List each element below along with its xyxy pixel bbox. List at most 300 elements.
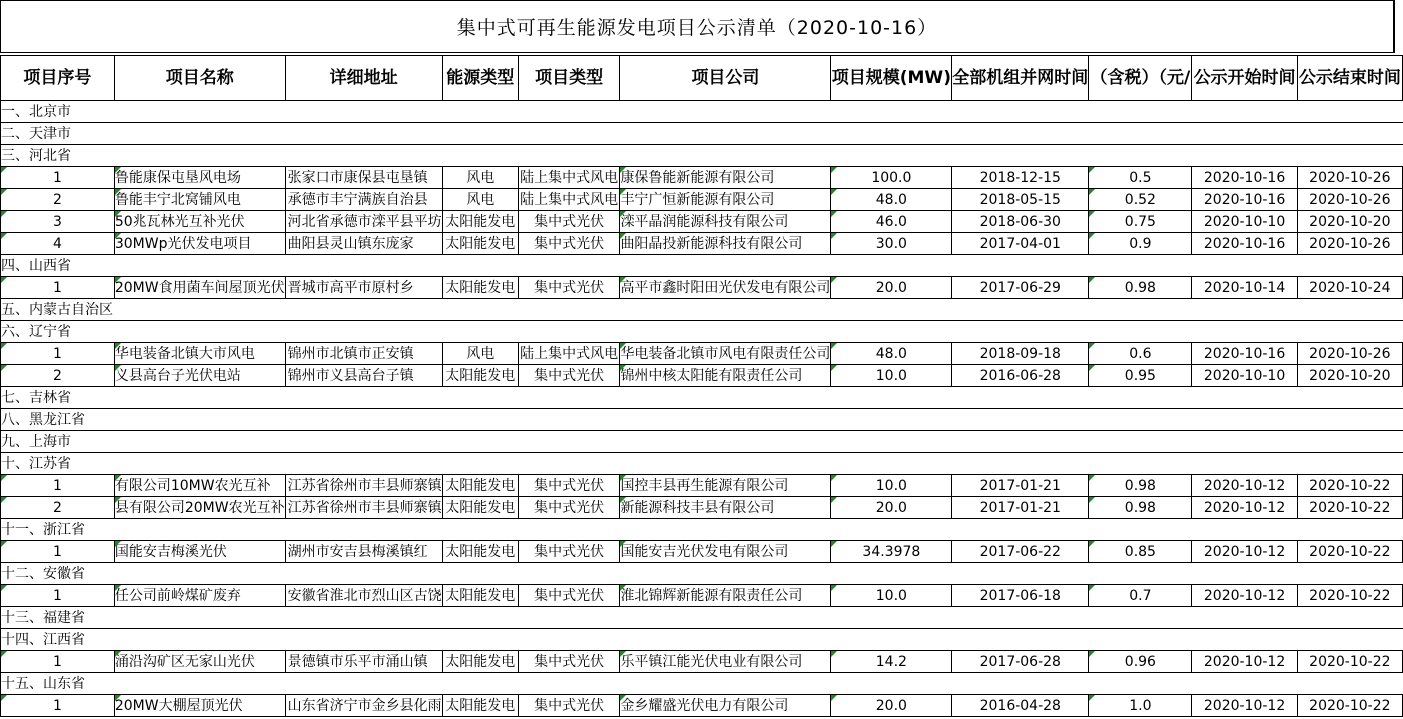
- cell-seq[interactable]: 1: [1, 541, 115, 563]
- cell-company[interactable]: [620, 541, 831, 563]
- cell-ptype[interactable]: 集中式光伏: [518, 585, 620, 607]
- cell-company[interactable]: [620, 651, 831, 673]
- cell-seq[interactable]: 1: [1, 651, 115, 673]
- empty-cell[interactable]: [442, 607, 518, 629]
- empty-cell[interactable]: [1297, 629, 1402, 651]
- empty-cell[interactable]: [114, 607, 285, 629]
- cell-price[interactable]: 0.96: [1089, 651, 1192, 673]
- cell-grid[interactable]: 2018-09-18: [952, 343, 1089, 365]
- cell-scale[interactable]: 100.0: [831, 167, 952, 189]
- empty-cell[interactable]: [114, 255, 285, 277]
- empty-cell[interactable]: [952, 409, 1089, 431]
- empty-cell[interactable]: [442, 299, 518, 321]
- empty-cell[interactable]: [952, 387, 1089, 409]
- empty-cell[interactable]: [442, 409, 518, 431]
- cell-grid[interactable]: 2018-05-15: [952, 189, 1089, 211]
- empty-cell[interactable]: [1297, 431, 1402, 453]
- cell-addr[interactable]: 安徽省淮北市烈山区古饶: [285, 585, 442, 607]
- empty-cell[interactable]: [1089, 409, 1192, 431]
- empty-cell[interactable]: [285, 673, 442, 695]
- cell-scale[interactable]: 46.0: [831, 211, 952, 233]
- cell-energy[interactable]: 太阳能发电: [442, 585, 518, 607]
- cell-scale[interactable]: 20.0: [831, 497, 952, 519]
- empty-cell[interactable]: [620, 123, 831, 145]
- empty-cell[interactable]: [285, 387, 442, 409]
- province-label[interactable]: 十五、山东省: [1, 673, 115, 695]
- cell-addr[interactable]: 晋城市高平市原村乡: [285, 277, 442, 299]
- empty-cell[interactable]: [285, 299, 442, 321]
- cell-ptype[interactable]: 集中式光伏: [518, 651, 620, 673]
- cell-company[interactable]: [620, 343, 831, 365]
- empty-cell[interactable]: [114, 123, 285, 145]
- empty-cell[interactable]: [952, 123, 1089, 145]
- empty-cell[interactable]: [1192, 607, 1297, 629]
- cell-company[interactable]: [620, 211, 831, 233]
- empty-cell[interactable]: [1089, 101, 1192, 123]
- column-header[interactable]: 项目类型: [518, 56, 620, 101]
- cell-energy[interactable]: 太阳能发电: [442, 211, 518, 233]
- cell-price[interactable]: 0.85: [1089, 541, 1192, 563]
- cell-seq[interactable]: 1: [1, 277, 115, 299]
- cell-scale[interactable]: 48.0: [831, 343, 952, 365]
- cell-energy[interactable]: 太阳能发电: [442, 475, 518, 497]
- empty-cell[interactable]: [518, 563, 620, 585]
- empty-cell[interactable]: [1192, 629, 1297, 651]
- cell-energy[interactable]: 风电: [442, 167, 518, 189]
- empty-cell[interactable]: [518, 387, 620, 409]
- empty-cell[interactable]: [518, 255, 620, 277]
- empty-cell[interactable]: [1089, 123, 1192, 145]
- empty-cell[interactable]: [114, 629, 285, 651]
- empty-cell[interactable]: [518, 673, 620, 695]
- empty-cell[interactable]: [1297, 321, 1402, 343]
- cell-grid[interactable]: 2017-01-21: [952, 497, 1089, 519]
- empty-cell[interactable]: [1192, 519, 1297, 541]
- column-header[interactable]: 能源类型: [442, 56, 518, 101]
- province-label[interactable]: 十二、安徽省: [1, 563, 115, 585]
- sheet-title-cell[interactable]: [0, 0, 1395, 53]
- empty-cell[interactable]: [620, 255, 831, 277]
- column-header[interactable]: 项目公司: [620, 56, 831, 101]
- column-header[interactable]: 公示结束时间: [1297, 56, 1402, 101]
- cell-addr[interactable]: 承德市丰宁满族自治县: [285, 189, 442, 211]
- province-label[interactable]: 一、北京市: [1, 101, 115, 123]
- cell-name[interactable]: [114, 475, 285, 497]
- cell-company[interactable]: [620, 585, 831, 607]
- empty-cell[interactable]: [1192, 299, 1297, 321]
- empty-cell[interactable]: [285, 431, 442, 453]
- cell-energy[interactable]: 风电: [442, 343, 518, 365]
- empty-cell[interactable]: [831, 673, 952, 695]
- cell-seq[interactable]: 1: [1, 585, 115, 607]
- cell-start[interactable]: 2020-10-12: [1192, 695, 1297, 717]
- cell-price[interactable]: 0.52: [1089, 189, 1192, 211]
- empty-cell[interactable]: [952, 607, 1089, 629]
- cell-seq[interactable]: 2: [1, 365, 115, 387]
- cell-name[interactable]: [114, 541, 285, 563]
- cell-start[interactable]: 2020-10-12: [1192, 497, 1297, 519]
- empty-cell[interactable]: [952, 145, 1089, 167]
- empty-cell[interactable]: [285, 123, 442, 145]
- empty-cell[interactable]: [114, 409, 285, 431]
- cell-company[interactable]: [620, 695, 831, 717]
- cell-addr[interactable]: 锦州市义县高台子镇: [285, 365, 442, 387]
- province-label[interactable]: 三、河北省: [1, 145, 115, 167]
- cell-grid[interactable]: 2017-01-21: [952, 475, 1089, 497]
- cell-name[interactable]: [114, 233, 285, 255]
- empty-cell[interactable]: [518, 145, 620, 167]
- empty-cell[interactable]: [1297, 101, 1402, 123]
- province-label[interactable]: 七、吉林省: [1, 387, 115, 409]
- empty-cell[interactable]: [1089, 145, 1192, 167]
- empty-cell[interactable]: [1297, 145, 1402, 167]
- empty-cell[interactable]: [285, 519, 442, 541]
- cell-ptype[interactable]: 集中式光伏: [518, 277, 620, 299]
- empty-cell[interactable]: [1297, 409, 1402, 431]
- cell-end[interactable]: 2020-10-22: [1297, 497, 1402, 519]
- empty-cell[interactable]: [1192, 673, 1297, 695]
- cell-name[interactable]: [114, 167, 285, 189]
- empty-cell[interactable]: [518, 519, 620, 541]
- column-header[interactable]: 项目序号: [1, 56, 115, 101]
- cell-end[interactable]: 2020-10-26: [1297, 343, 1402, 365]
- empty-cell[interactable]: [952, 629, 1089, 651]
- cell-seq[interactable]: 1: [1, 695, 115, 717]
- cell-start[interactable]: 2020-10-12: [1192, 541, 1297, 563]
- cell-end[interactable]: 2020-10-26: [1297, 233, 1402, 255]
- empty-cell[interactable]: [114, 673, 285, 695]
- empty-cell[interactable]: [620, 673, 831, 695]
- cell-price[interactable]: 0.5: [1089, 167, 1192, 189]
- empty-cell[interactable]: [1192, 255, 1297, 277]
- empty-cell[interactable]: [114, 431, 285, 453]
- empty-cell[interactable]: [285, 607, 442, 629]
- cell-ptype[interactable]: 陆上集中式风电: [518, 343, 620, 365]
- cell-start[interactable]: 2020-10-12: [1192, 651, 1297, 673]
- empty-cell[interactable]: [1192, 145, 1297, 167]
- province-label[interactable]: 四、山西省: [1, 255, 115, 277]
- province-label[interactable]: 十四、江西省: [1, 629, 115, 651]
- province-label[interactable]: 五、内蒙古自治区: [1, 299, 115, 321]
- cell-name[interactable]: [114, 211, 285, 233]
- empty-cell[interactable]: [1192, 453, 1297, 475]
- empty-cell[interactable]: [831, 431, 952, 453]
- cell-scale[interactable]: 10.0: [831, 475, 952, 497]
- column-header[interactable]: 公示开始时间: [1192, 56, 1297, 101]
- cell-end[interactable]: 2020-10-22: [1297, 651, 1402, 673]
- empty-cell[interactable]: [1297, 607, 1402, 629]
- empty-cell[interactable]: [620, 607, 831, 629]
- cell-grid[interactable]: 2017-06-28: [952, 651, 1089, 673]
- cell-grid[interactable]: 2017-06-29: [952, 277, 1089, 299]
- cell-energy[interactable]: 太阳能发电: [442, 277, 518, 299]
- empty-cell[interactable]: [1192, 563, 1297, 585]
- empty-cell[interactable]: [952, 101, 1089, 123]
- empty-cell[interactable]: [1297, 563, 1402, 585]
- empty-cell[interactable]: [831, 629, 952, 651]
- empty-cell[interactable]: [831, 101, 952, 123]
- empty-cell[interactable]: [285, 453, 442, 475]
- cell-price[interactable]: 0.98: [1089, 277, 1192, 299]
- cell-scale[interactable]: 48.0: [831, 189, 952, 211]
- cell-addr[interactable]: 河北省承德市滦平县平坊: [285, 211, 442, 233]
- empty-cell[interactable]: [518, 123, 620, 145]
- empty-cell[interactable]: [620, 409, 831, 431]
- empty-cell[interactable]: [1192, 101, 1297, 123]
- empty-cell[interactable]: [952, 321, 1089, 343]
- cell-scale[interactable]: 34.3978: [831, 541, 952, 563]
- province-label[interactable]: 十三、福建省: [1, 607, 115, 629]
- cell-energy[interactable]: 太阳能发电: [442, 497, 518, 519]
- cell-addr[interactable]: 曲阳县灵山镇东庞家: [285, 233, 442, 255]
- province-label[interactable]: 十一、浙江省: [1, 519, 115, 541]
- cell-start[interactable]: 2020-10-16: [1192, 233, 1297, 255]
- empty-cell[interactable]: [1297, 123, 1402, 145]
- empty-cell[interactable]: [518, 321, 620, 343]
- cell-energy[interactable]: 太阳能发电: [442, 695, 518, 717]
- cell-scale[interactable]: 14.2: [831, 651, 952, 673]
- empty-cell[interactable]: [831, 409, 952, 431]
- empty-cell[interactable]: [518, 409, 620, 431]
- empty-cell[interactable]: [114, 453, 285, 475]
- cell-energy[interactable]: 太阳能发电: [442, 365, 518, 387]
- cell-ptype[interactable]: 陆上集中式风电: [518, 167, 620, 189]
- empty-cell[interactable]: [114, 387, 285, 409]
- cell-seq[interactable]: 1: [1, 475, 115, 497]
- cell-end[interactable]: 2020-10-22: [1297, 585, 1402, 607]
- cell-energy[interactable]: 太阳能发电: [442, 651, 518, 673]
- cell-grid[interactable]: 2017-04-01: [952, 233, 1089, 255]
- cell-price[interactable]: 0.98: [1089, 497, 1192, 519]
- cell-energy[interactable]: 太阳能发电: [442, 233, 518, 255]
- cell-addr[interactable]: 景德镇市乐平市涌山镇: [285, 651, 442, 673]
- empty-cell[interactable]: [1297, 519, 1402, 541]
- empty-cell[interactable]: [518, 453, 620, 475]
- column-header[interactable]: 详细地址: [285, 56, 442, 101]
- empty-cell[interactable]: [442, 519, 518, 541]
- cell-energy[interactable]: 风电: [442, 189, 518, 211]
- empty-cell[interactable]: [620, 629, 831, 651]
- cell-grid[interactable]: 2017-06-18: [952, 585, 1089, 607]
- empty-cell[interactable]: [442, 321, 518, 343]
- empty-cell[interactable]: [114, 145, 285, 167]
- empty-cell[interactable]: [952, 519, 1089, 541]
- empty-cell[interactable]: [442, 673, 518, 695]
- empty-cell[interactable]: [1089, 255, 1192, 277]
- column-header[interactable]: 项目规模(MW): [831, 56, 952, 101]
- empty-cell[interactable]: [831, 607, 952, 629]
- cell-scale[interactable]: 30.0: [831, 233, 952, 255]
- empty-cell[interactable]: [285, 255, 442, 277]
- empty-cell[interactable]: [620, 101, 831, 123]
- empty-cell[interactable]: [1089, 629, 1192, 651]
- cell-addr[interactable]: 锦州市北镇市正安镇: [285, 343, 442, 365]
- cell-start[interactable]: 2020-10-14: [1192, 277, 1297, 299]
- column-header[interactable]: 全部机组并网时间: [952, 56, 1089, 101]
- cell-seq[interactable]: 2: [1, 497, 115, 519]
- empty-cell[interactable]: [442, 255, 518, 277]
- empty-cell[interactable]: [1297, 673, 1402, 695]
- empty-cell[interactable]: [114, 321, 285, 343]
- cell-ptype[interactable]: 集中式光伏: [518, 233, 620, 255]
- cell-company[interactable]: [620, 233, 831, 255]
- empty-cell[interactable]: [442, 453, 518, 475]
- empty-cell[interactable]: [285, 101, 442, 123]
- cell-name[interactable]: [114, 695, 285, 717]
- cell-seq[interactable]: 3: [1, 211, 115, 233]
- empty-cell[interactable]: [952, 673, 1089, 695]
- empty-cell[interactable]: [442, 123, 518, 145]
- cell-price[interactable]: 0.75: [1089, 211, 1192, 233]
- empty-cell[interactable]: [1192, 123, 1297, 145]
- cell-scale[interactable]: 10.0: [831, 585, 952, 607]
- cell-addr[interactable]: 湖州市安吉县梅溪镇红: [285, 541, 442, 563]
- empty-cell[interactable]: [620, 563, 831, 585]
- cell-ptype[interactable]: 集中式光伏: [518, 211, 620, 233]
- cell-end[interactable]: 2020-10-26: [1297, 189, 1402, 211]
- empty-cell[interactable]: [518, 629, 620, 651]
- empty-cell[interactable]: [831, 563, 952, 585]
- empty-cell[interactable]: [285, 629, 442, 651]
- cell-ptype[interactable]: 陆上集中式风电: [518, 189, 620, 211]
- empty-cell[interactable]: [1192, 387, 1297, 409]
- empty-cell[interactable]: [831, 387, 952, 409]
- cell-seq[interactable]: 2: [1, 189, 115, 211]
- empty-cell[interactable]: [1089, 563, 1192, 585]
- cell-ptype[interactable]: 集中式光伏: [518, 541, 620, 563]
- cell-price[interactable]: 1.0: [1089, 695, 1192, 717]
- empty-cell[interactable]: [620, 431, 831, 453]
- cell-end[interactable]: 2020-10-22: [1297, 475, 1402, 497]
- empty-cell[interactable]: [831, 299, 952, 321]
- cell-addr[interactable]: 江苏省徐州市丰县师寨镇: [285, 497, 442, 519]
- empty-cell[interactable]: [518, 607, 620, 629]
- cell-grid[interactable]: 2018-12-15: [952, 167, 1089, 189]
- cell-ptype[interactable]: 集中式光伏: [518, 475, 620, 497]
- empty-cell[interactable]: [831, 145, 952, 167]
- cell-start[interactable]: 2020-10-16: [1192, 343, 1297, 365]
- empty-cell[interactable]: [442, 145, 518, 167]
- cell-company[interactable]: [620, 167, 831, 189]
- cell-price[interactable]: 0.98: [1089, 475, 1192, 497]
- cell-name[interactable]: [114, 585, 285, 607]
- cell-name[interactable]: [114, 189, 285, 211]
- cell-name[interactable]: [114, 277, 285, 299]
- cell-addr[interactable]: 张家口市康保县屯垦镇: [285, 167, 442, 189]
- empty-cell[interactable]: [620, 299, 831, 321]
- cell-seq[interactable]: 1: [1, 167, 115, 189]
- empty-cell[interactable]: [1089, 387, 1192, 409]
- empty-cell[interactable]: [1089, 519, 1192, 541]
- empty-cell[interactable]: [1089, 607, 1192, 629]
- cell-start[interactable]: 2020-10-10: [1192, 211, 1297, 233]
- empty-cell[interactable]: [1089, 431, 1192, 453]
- column-header[interactable]: （含税）（元/: [1089, 56, 1192, 101]
- cell-name[interactable]: [114, 365, 285, 387]
- cell-end[interactable]: 2020-10-22: [1297, 541, 1402, 563]
- column-header[interactable]: 项目名称: [114, 56, 285, 101]
- empty-cell[interactable]: [442, 101, 518, 123]
- cell-grid[interactable]: 2017-06-22: [952, 541, 1089, 563]
- empty-cell[interactable]: [831, 123, 952, 145]
- cell-ptype[interactable]: 集中式光伏: [518, 695, 620, 717]
- cell-end[interactable]: 2020-10-22: [1297, 695, 1402, 717]
- empty-cell[interactable]: [1297, 299, 1402, 321]
- cell-name[interactable]: [114, 497, 285, 519]
- empty-cell[interactable]: [518, 299, 620, 321]
- province-label[interactable]: 六、辽宁省: [1, 321, 115, 343]
- empty-cell[interactable]: [518, 101, 620, 123]
- cell-company[interactable]: [620, 277, 831, 299]
- cell-ptype[interactable]: 集中式光伏: [518, 497, 620, 519]
- cell-end[interactable]: 2020-10-26: [1297, 167, 1402, 189]
- empty-cell[interactable]: [831, 321, 952, 343]
- empty-cell[interactable]: [620, 453, 831, 475]
- cell-scale[interactable]: 20.0: [831, 695, 952, 717]
- empty-cell[interactable]: [620, 519, 831, 541]
- empty-cell[interactable]: [1297, 387, 1402, 409]
- empty-cell[interactable]: [1192, 321, 1297, 343]
- empty-cell[interactable]: [1192, 409, 1297, 431]
- cell-company[interactable]: [620, 189, 831, 211]
- cell-price[interactable]: 0.9: [1089, 233, 1192, 255]
- empty-cell[interactable]: [620, 321, 831, 343]
- cell-seq[interactable]: 4: [1, 233, 115, 255]
- empty-cell[interactable]: [952, 299, 1089, 321]
- empty-cell[interactable]: [1297, 453, 1402, 475]
- cell-start[interactable]: 2020-10-12: [1192, 585, 1297, 607]
- cell-start[interactable]: 2020-10-10: [1192, 365, 1297, 387]
- empty-cell[interactable]: [114, 101, 285, 123]
- empty-cell[interactable]: [620, 387, 831, 409]
- province-label[interactable]: 八、黑龙江省: [1, 409, 115, 431]
- cell-company[interactable]: [620, 497, 831, 519]
- empty-cell[interactable]: [442, 563, 518, 585]
- cell-end[interactable]: 2020-10-24: [1297, 277, 1402, 299]
- cell-grid[interactable]: 2018-06-30: [952, 211, 1089, 233]
- empty-cell[interactable]: [620, 145, 831, 167]
- cell-energy[interactable]: 太阳能发电: [442, 541, 518, 563]
- cell-grid[interactable]: 2016-04-28: [952, 695, 1089, 717]
- empty-cell[interactable]: [831, 453, 952, 475]
- cell-start[interactable]: 2020-10-12: [1192, 475, 1297, 497]
- province-label[interactable]: 十、江苏省: [1, 453, 115, 475]
- cell-seq[interactable]: 1: [1, 343, 115, 365]
- cell-company[interactable]: [620, 365, 831, 387]
- cell-addr[interactable]: 江苏省徐州市丰县师寨镇: [285, 475, 442, 497]
- empty-cell[interactable]: [831, 519, 952, 541]
- province-label[interactable]: 九、上海市: [1, 431, 115, 453]
- cell-price[interactable]: 0.7: [1089, 585, 1192, 607]
- empty-cell[interactable]: [285, 409, 442, 431]
- empty-cell[interactable]: [1089, 673, 1192, 695]
- empty-cell[interactable]: [952, 453, 1089, 475]
- empty-cell[interactable]: [1297, 255, 1402, 277]
- cell-price[interactable]: 0.95: [1089, 365, 1192, 387]
- cell-start[interactable]: 2020-10-16: [1192, 189, 1297, 211]
- empty-cell[interactable]: [442, 629, 518, 651]
- cell-name[interactable]: [114, 651, 285, 673]
- cell-end[interactable]: 2020-10-20: [1297, 365, 1402, 387]
- empty-cell[interactable]: [285, 145, 442, 167]
- cell-ptype[interactable]: 集中式光伏: [518, 365, 620, 387]
- empty-cell[interactable]: [1089, 321, 1192, 343]
- cell-addr[interactable]: 山东省济宁市金乡县化雨: [285, 695, 442, 717]
- empty-cell[interactable]: [285, 563, 442, 585]
- empty-cell[interactable]: [442, 431, 518, 453]
- empty-cell[interactable]: [442, 387, 518, 409]
- cell-name[interactable]: [114, 343, 285, 365]
